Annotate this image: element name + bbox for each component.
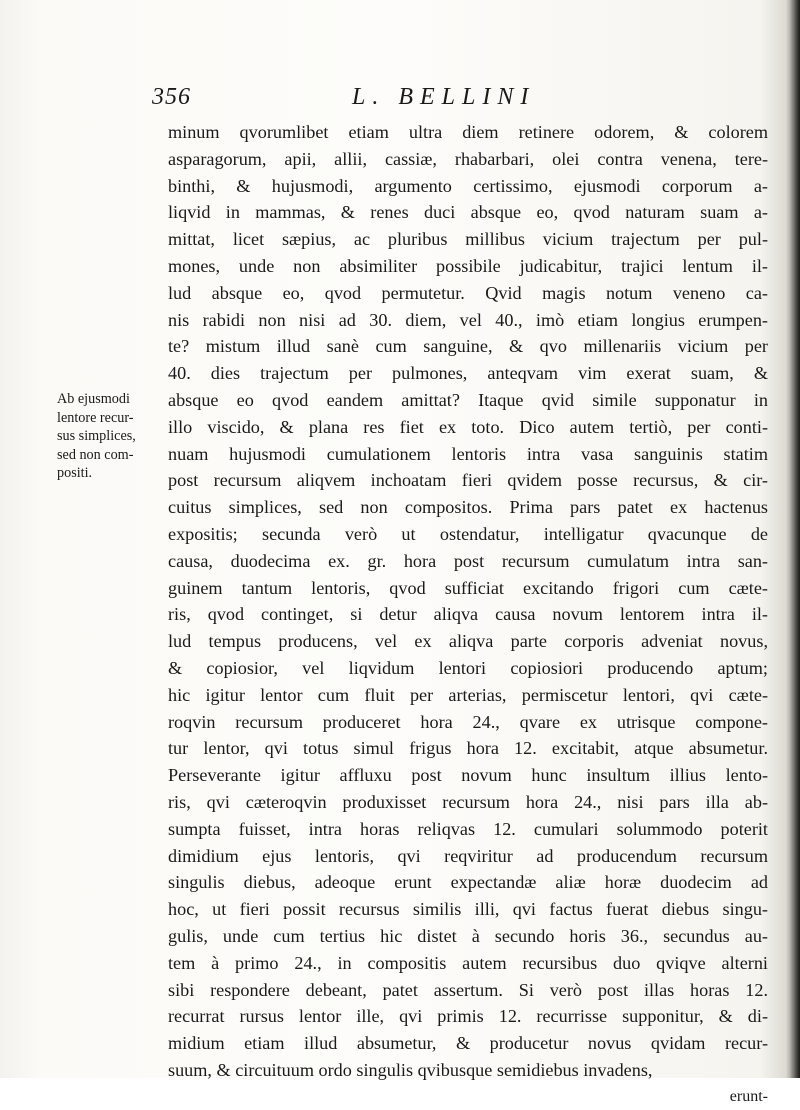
margin-note: [57, 390, 169, 483]
text-line: causa, duodecima ex. gr. hora post recursum cumulatum intra san-: [168, 550, 768, 571]
text-line: liqvid in mammas, & renes duci absque eo, qvod naturam suam a-: [168, 202, 768, 223]
text-line: ris, qvi cæteroqvin produxisset recursum hora 24., nisi pars illa ab-: [168, 791, 768, 812]
text-line: te? mistum illud sanè cum sanguine, & qvo millenariis vicium per: [168, 336, 768, 357]
text-line: suum, & circuituum ordo singulis qvibusque semidiebus invadens,: [168, 1059, 653, 1080]
margin-note-line: Ab ejusmodi: [57, 391, 130, 407]
text-line: mones, unde non absimiliter possibile judicabitur, trajici lentum il-: [168, 255, 768, 276]
running-head: L. BELLINI: [352, 84, 536, 110]
text-line: post recursum aliqvem inchoatam fieri qvidem posse recursus, & cir-: [168, 470, 768, 491]
text-line: absque eo qvod eandem amittat? Itaque qvid simile supponatur in: [168, 389, 768, 410]
text-line: binthi, & hujusmodi, argumento certissimo, ejusmodi corporum a-: [168, 175, 768, 196]
text-line: 40. dies trajectum per pulmones, anteqvam vim exerat suam, &: [168, 363, 768, 384]
page-header: [152, 84, 772, 114]
text-line: hic igitur lentor cum fluit per arterias, permiscetur lentori, qvi cæte-: [168, 684, 768, 705]
text-line: expositis; secunda verò ut ostendatur, intelligatur qvacunque de: [168, 523, 768, 544]
text-line: nuam hujusmodi cumulationem lentoris intra vasa sanguinis statim: [168, 443, 768, 464]
text-line: midium etiam illud absumetur, & producetur novus qvidam recur-: [168, 1033, 768, 1054]
margin-note-line: sus simplices,: [57, 428, 136, 445]
text-line: tur lentor, qvi totus simul frigus hora 12. excitabit, atque absumetur.: [168, 738, 768, 759]
text-line: cuitus simplices, sed non compositos. Prima pars patet ex hactenus: [168, 497, 768, 518]
text-line: mittat, licet sæpius, ac pluribus millibus vicium trajectum per pul-: [168, 229, 768, 250]
text-line: roqvin recursum produceret hora 24., qvare ex utrisque compone-: [168, 711, 768, 732]
text-line: dimidium ejus lentoris, qvi reqviritur ad producendum recursum: [168, 845, 768, 866]
text-line: singulis diebus, adeoque erunt expectandæ aliæ horæ duodecim ad: [168, 872, 768, 893]
text-line: sibi respondere debeant, patet assertum. Si verò post illas horas 12.: [168, 979, 768, 1000]
margin-note-line: lentore recur-: [57, 409, 134, 426]
text-line: sumpta fuisset, intra horas reliqvas 12. cumulari solummodo poterit: [168, 818, 768, 839]
text-line: tem à primo 24., in compositis autem recursibus duo qviqve alterni: [168, 952, 768, 973]
text-line: lud absque eo, qvod permutetur. Qvid magis notum veneno ca-: [168, 282, 768, 303]
text-line: minum qvorumlibet etiam ultra diem retinere odorem, & colorem: [168, 122, 768, 142]
text-line: gulis, unde cum tertius hic distet à secundo horis 36., secundus au-: [168, 925, 768, 946]
catchword: erunt-: [729, 1087, 768, 1105]
text-line: nis rabidi non nisi ad 30. diem, vel 40., imò etiam longius erumpen-: [168, 309, 768, 330]
text-line: Perseverante igitur affluxu post novum hunc insultum illius lento-: [168, 765, 768, 786]
text-line: guinem tantum lentoris, qvod sufficiat excitando frigori cum cæte-: [168, 577, 768, 598]
margin-note-line: positi.: [57, 465, 93, 482]
binding-shadow: [786, 0, 800, 1078]
text-line: lud tempus producens, vel ex aliqva parte corporis adveniat novus,: [168, 631, 768, 652]
text-line: asparagorum, apii, allii, cassiæ, rhabarbari, olei contra venena, tere-: [168, 148, 768, 169]
margin-note-line: sed non com-: [57, 446, 134, 463]
page-number: 356: [152, 84, 191, 110]
text-line: illo viscido, & plana res fiet ex toto. Dico autem tertiò, per conti-: [168, 416, 768, 437]
text-line: hoc, ut fieri possit recursus similis illi, qvi factus fuerat diebus singu-: [168, 899, 768, 920]
text-line: ris, qvod continget, si detur aliqva causa novum lentorem intra il-: [168, 604, 768, 625]
text-line: recurrat rursus lentor ille, qvi primis 12. recurrisse supponitur, & di-: [168, 1006, 768, 1027]
text-line: & copiosior, vel liqvidum lentori copiosiori producendo aptum;: [168, 657, 768, 678]
body-text: [168, 119, 768, 1110]
